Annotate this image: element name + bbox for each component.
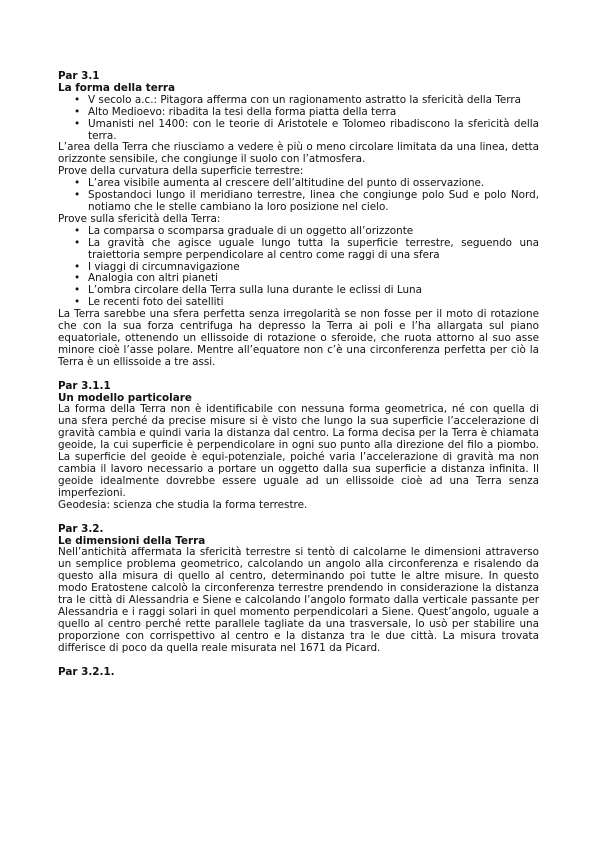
section-3-2-1 — [58, 667, 539, 679]
list-item-text: V secolo a.c.: Pitagora afferma con un ragionamento astratto la sfericità della Terra — [88, 93, 522, 106]
list-item-text: Umanisti nel 1400: con le teorie di Aristotele e Tolomeo ribadiscono la sfericità della terra. — [88, 117, 539, 142]
list-item — [58, 297, 539, 309]
bullet-icon: • — [74, 296, 81, 309]
section-spacer — [58, 369, 539, 381]
list-item-text: I viaggi di circumnavigazione — [88, 260, 240, 273]
section-spacer — [58, 655, 539, 667]
sphericity-label: Prove sulla sfericità della Terra: — [58, 212, 221, 225]
section-3-1-1 — [58, 381, 539, 512]
dimensions-paragraph: Nell’antichità affermata la sfericità terrestre si tentò di calcolarne le dimensioni attraverso un semplice problema geometrico, calcolando un angolo alla circonferenza e risalendo da questo alla misura di quello al centro, determinando poi tutte le altre misure. In questo modo Eratostene calcolò la circonferenza terrestre prendendo in considerazione la distanza tra le città di Alessandria e Siene e calcolando l’angolo formato dalla verticale passante per Alessandria e i raggi solari in quel momento perpendicolari a Siene. Quest’angolo, uguale a quello al centro perché rette parallele tagliate da una trasversale, lo usò per stabilire una proporzione con corrispettivo al centro e la distanza tra le due città. La misura trovata differisce di poco da quella reale misurata nel 1671 da Picard. — [58, 546, 539, 654]
geoid-paragraph: La forma della Terra non è identificabile con nessuna forma geometrica, né con quella di una sfera perché da precise misure si è visto che lungo la sua superficie l’accelerazione di gravità cambia e quindi varia la distanza dal centro. La forma decisa per la Terra è chiamata geoide, la cui superficie è perpendicolare in ogni suo punto alla direzione del filo a piombo. La superficie del geoide è equi-potenziale, poiché varia l’accelerazione di gravità ma non cambia il lavoro necessario a portare un oggetto dalla sua superficie a distanza infinita. Il geoide idealmente dovrebbe essere uguale ad un ellissoide cioè ad una Terra senza imperfezioni. — [58, 403, 539, 499]
curvature-label: Prove della curvatura della superficie terrestre: — [58, 165, 304, 178]
list-item-text: Le recenti foto dei satelliti — [88, 296, 224, 309]
curvature-list — [58, 178, 539, 214]
section-number: Par 3.2.1. — [58, 665, 115, 678]
section-title: Un modello particolare — [58, 391, 192, 404]
section-number: Par 3.2. — [58, 522, 104, 535]
document-page — [58, 71, 539, 679]
list-item-text: L’ombra circolare della Terra sulla luna durante le eclissi di Luna — [88, 284, 423, 297]
list-item-text: La comparsa o scomparsa graduale di un oggetto all’orizzonte — [88, 224, 414, 237]
sphericity-list — [58, 226, 539, 309]
section-title: La forma della terra — [58, 81, 176, 94]
horizon-paragraph: L’area della Terra che riusciamo a vedere è più o meno circolare limitata da una linea, detta orizzonte sensibile, che congiunge il suolo con l’atmosfera. — [58, 141, 539, 166]
section-spacer — [58, 512, 539, 524]
bullet-icon: • — [74, 93, 81, 106]
ellipsoid-paragraph: La Terra sarebbe una sfera perfetta senza irregolarità se non fosse per il moto di rotazione che con la sua forza centrifuga ha depresso la Terra ai poli e l’ha allargata sul piano equatoriale, ottenendo un ellissoide di rotazione o sferoide, che ruota attorno al suo asse minore cioè l’asse polare. Mentre all’equatore non c’è una circonferenza perfetta per ciò la Terra è un ellissoide a tre assi. — [58, 308, 539, 368]
list-item-text: Spostandoci lungo il meridiano terrestre, linea che congiunge polo Sud e polo Nord, notiamo che le stelle cambiano la loro posizione nel cielo. — [88, 189, 539, 213]
bullet-icon: • — [74, 224, 81, 237]
list-item — [58, 190, 539, 214]
bullet-icon: • — [74, 260, 81, 273]
list-item-text: Analogia con altri pianeti — [88, 272, 218, 285]
bullet-icon: • — [74, 284, 81, 297]
bullet-icon: • — [74, 189, 81, 202]
list-item — [58, 119, 539, 143]
bullet-icon: • — [74, 177, 81, 190]
history-list — [58, 95, 539, 143]
bullet-icon: • — [74, 117, 81, 130]
geodesia-definition: Geodesia: scienza che studia la forma terrestre. — [58, 498, 308, 511]
section-number: Par 3.1 — [58, 70, 100, 82]
bullet-icon: • — [74, 236, 81, 249]
bullet-icon: • — [74, 272, 81, 285]
list-item — [58, 238, 539, 262]
list-item-text: L’area visibile aumenta al crescere dell’altitudine del punto di osservazione. — [88, 177, 485, 190]
section-3-1 — [58, 71, 539, 369]
bullet-icon: • — [74, 105, 81, 118]
list-item-text: Alto Medioevo: ribadita la tesi della forma piatta della terra — [88, 105, 397, 118]
section-number: Par 3.1.1 — [58, 379, 111, 392]
list-item-text: La gravità che agisce uguale lungo tutta la superficie terrestre, seguendo una traiettoria sempre perpendicolare al centro come raggi di una sfera — [88, 236, 539, 261]
section-3-2 — [58, 524, 539, 655]
section-title: Le dimensioni della Terra — [58, 534, 206, 547]
